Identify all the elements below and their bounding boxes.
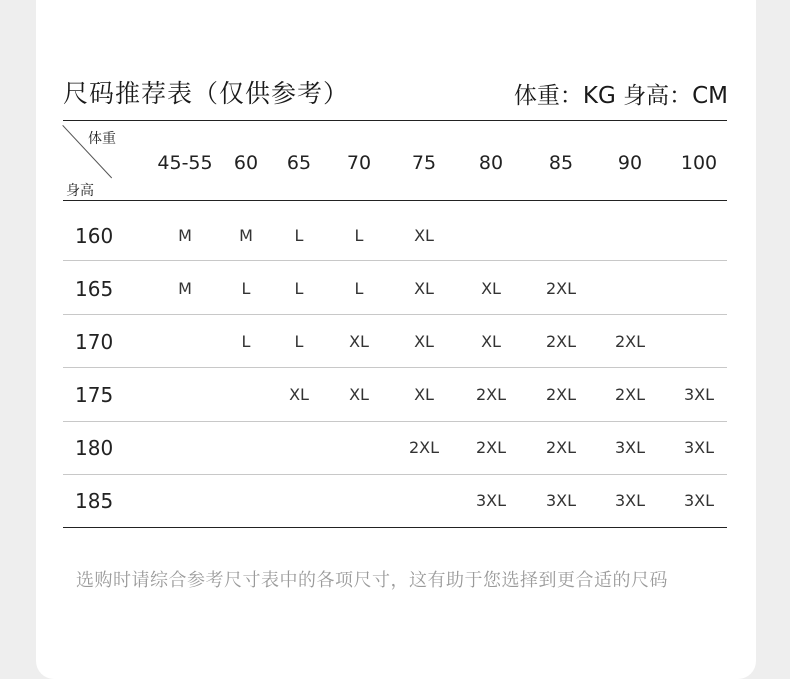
corner-height-label: 身高 (66, 183, 94, 199)
size-cell: 2XL (545, 385, 577, 404)
size-cell: M (178, 279, 192, 298)
size-cell: M (178, 226, 192, 245)
size-cell: XL (481, 279, 501, 298)
size-cell: 2XL (545, 332, 577, 351)
size-cell: 2XL (614, 385, 646, 404)
size-cell: 3XL (683, 491, 715, 510)
size-cell: 3XL (683, 438, 715, 457)
height-label: 180 (75, 436, 114, 460)
size-cell: 3XL (545, 491, 577, 510)
size-cell: XL (349, 385, 369, 404)
size-cell: 2XL (408, 438, 440, 457)
footer-note: 选购时请综合参考尺寸表中的各项尺寸，这有助于您选择到更合适的尺码 (76, 570, 668, 591)
row-divider (63, 421, 727, 422)
weight-header: 60 (233, 152, 259, 174)
size-cell: 3XL (614, 438, 646, 457)
row-divider (63, 314, 727, 315)
table-bottom-border (63, 527, 727, 528)
size-cell: 2XL (545, 438, 577, 457)
row-divider (63, 260, 727, 261)
size-cell: L (294, 226, 304, 245)
size-cell: 2XL (545, 279, 577, 298)
weight-header: 75 (411, 152, 437, 174)
weight-header: 90 (617, 152, 643, 174)
size-cell: M (239, 226, 253, 245)
size-cell: 2XL (614, 332, 646, 351)
weight-header: 85 (548, 152, 574, 174)
size-cell: 2XL (475, 438, 507, 457)
size-cell: L (354, 226, 364, 245)
size-cell: XL (349, 332, 369, 351)
row-divider (63, 367, 727, 368)
size-cell: 3XL (475, 491, 507, 510)
weight-header: 45-55 (157, 152, 213, 174)
weight-header: 70 (346, 152, 372, 174)
size-cell: XL (414, 385, 434, 404)
units-label: 体重：KG 身高：CM (513, 83, 728, 109)
size-cell: 2XL (475, 385, 507, 404)
height-label: 165 (75, 277, 114, 301)
size-cell: XL (414, 279, 434, 298)
weight-header: 80 (478, 152, 504, 174)
size-cell: XL (481, 332, 501, 351)
weight-header: 65 (286, 152, 312, 174)
row-divider (63, 474, 727, 475)
chart-title: 尺码推荐表（仅供参考） (63, 79, 350, 108)
height-label: 185 (75, 489, 114, 513)
size-cell: XL (414, 226, 434, 245)
size-cell: XL (289, 385, 309, 404)
table-top-border (63, 120, 727, 121)
size-cell: 3XL (683, 385, 715, 404)
size-cell: L (354, 279, 364, 298)
size-cell: L (294, 279, 304, 298)
height-label: 160 (75, 224, 114, 248)
size-cell: XL (414, 332, 434, 351)
size-cell: 3XL (614, 491, 646, 510)
size-cell: L (241, 279, 251, 298)
height-label: 175 (75, 383, 114, 407)
weight-header: 100 (680, 152, 718, 174)
size-cell: L (241, 332, 251, 351)
corner-weight-label: 体重 (88, 131, 116, 147)
header-bottom-border (63, 200, 727, 201)
size-cell: L (294, 332, 304, 351)
height-label: 170 (75, 330, 114, 354)
